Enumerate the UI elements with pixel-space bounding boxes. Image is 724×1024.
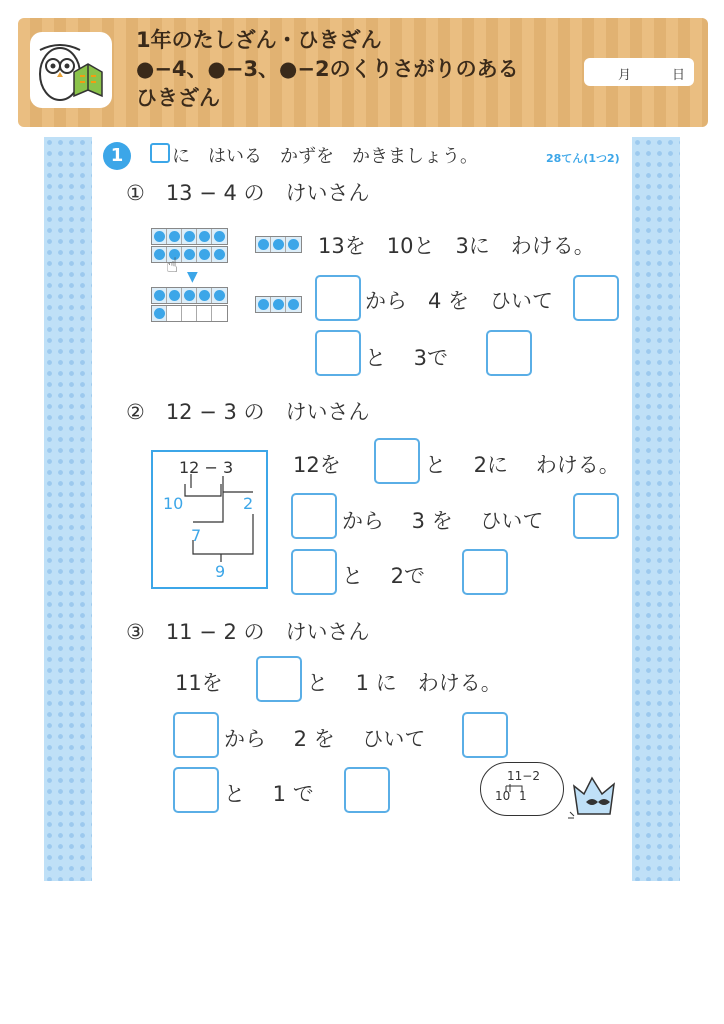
- ten-frame-top: [151, 228, 228, 245]
- problem2-answer-box-3[interactable]: [573, 493, 619, 539]
- right-dotted-border: [632, 137, 680, 881]
- ten-frame-after-top: [151, 287, 228, 304]
- problem3-heading: ③ 11 − 2 の けいさん: [126, 620, 370, 644]
- problem2-line1-b: と 2に わける。: [425, 453, 620, 477]
- problem1-line2: から 4 を ひいて: [365, 289, 554, 313]
- bubble-expression: 11−2: [507, 769, 540, 783]
- arrow-down-icon: ▼: [187, 269, 198, 285]
- problem3-answer-box-5[interactable]: [344, 767, 390, 813]
- diagram-left-number: 10: [163, 494, 184, 513]
- owl-book-logo-icon: [30, 32, 112, 108]
- problem2-diagram: [151, 450, 268, 589]
- problem3-answer-box-2[interactable]: [173, 712, 219, 758]
- worksheet-title: [136, 26, 576, 113]
- points-label: 28てん(1つ2): [546, 152, 620, 165]
- problem3-answer-box-1[interactable]: [256, 656, 302, 702]
- diagram-right-number: 2: [243, 494, 254, 513]
- problem2-answer-box-5[interactable]: [462, 549, 508, 595]
- date-field[interactable]: [584, 58, 694, 86]
- problem2-answer-box-1[interactable]: [374, 438, 420, 484]
- problem3-line3: と 1 で: [224, 782, 314, 806]
- hint-speech-bubble: [480, 762, 564, 816]
- bubble-left-number: 10: [495, 789, 511, 803]
- title-line-2: ●−4、●−3、●−2のくりさがりのある: [136, 57, 519, 81]
- diagram-mid-number: 7: [191, 526, 202, 545]
- problem1-heading: ① 13 − 4 の けいさん: [126, 181, 370, 205]
- instruction-text: に はいる かずを かきましょう。: [172, 146, 478, 167]
- problem2-answer-box-2[interactable]: [291, 493, 337, 539]
- problem1-line1: 13を 10と 3に わける。: [318, 234, 595, 258]
- problem3-line1-b: と 1 に わける。: [307, 671, 502, 695]
- title-line-3: ひきざん: [136, 86, 220, 110]
- problem3-line2: から 2 を ひいて: [224, 727, 426, 751]
- three-counters-after: [255, 296, 302, 313]
- question-number-badge: 1: [103, 142, 131, 170]
- problem1-answer-box-2[interactable]: [573, 275, 619, 321]
- bubble-right-number: 1: [519, 789, 527, 803]
- problem1-line3: と 3で: [365, 346, 449, 370]
- problem2-line3: と 2で: [342, 564, 426, 588]
- ten-frame-bottom: [151, 246, 228, 263]
- problem3-answer-box-4[interactable]: [173, 767, 219, 813]
- title-line-1: 1年のたしざん・ひきざん: [136, 28, 382, 52]
- problem1-answer-box-1[interactable]: [315, 275, 361, 321]
- problem2-heading: ② 12 − 3 の けいさん: [126, 400, 370, 424]
- blank-box-icon: [150, 143, 170, 163]
- diagram-expression: 12 − 3: [179, 458, 234, 477]
- three-counters: [255, 236, 302, 253]
- crown-mustache-mascot-icon: [568, 772, 628, 826]
- problem1-answer-box-4[interactable]: [486, 330, 532, 376]
- problem3-line1-a: 11を: [175, 671, 223, 695]
- problem2-line2: から 3 を ひいて: [342, 509, 544, 533]
- problem2-line1-a: 12を: [293, 453, 341, 477]
- problem1-answer-box-3[interactable]: [315, 330, 361, 376]
- hand-pointer-icon: ☝: [166, 253, 179, 277]
- ten-frame-after-bottom: [151, 305, 228, 322]
- day-label: 日: [672, 68, 686, 83]
- problem3-answer-box-3[interactable]: [462, 712, 508, 758]
- month-label: 月: [618, 68, 632, 83]
- worksheet-header: [18, 18, 708, 127]
- diagram-result-number: 9: [215, 562, 226, 581]
- problem2-answer-box-4[interactable]: [291, 549, 337, 595]
- left-dotted-border: [44, 137, 92, 881]
